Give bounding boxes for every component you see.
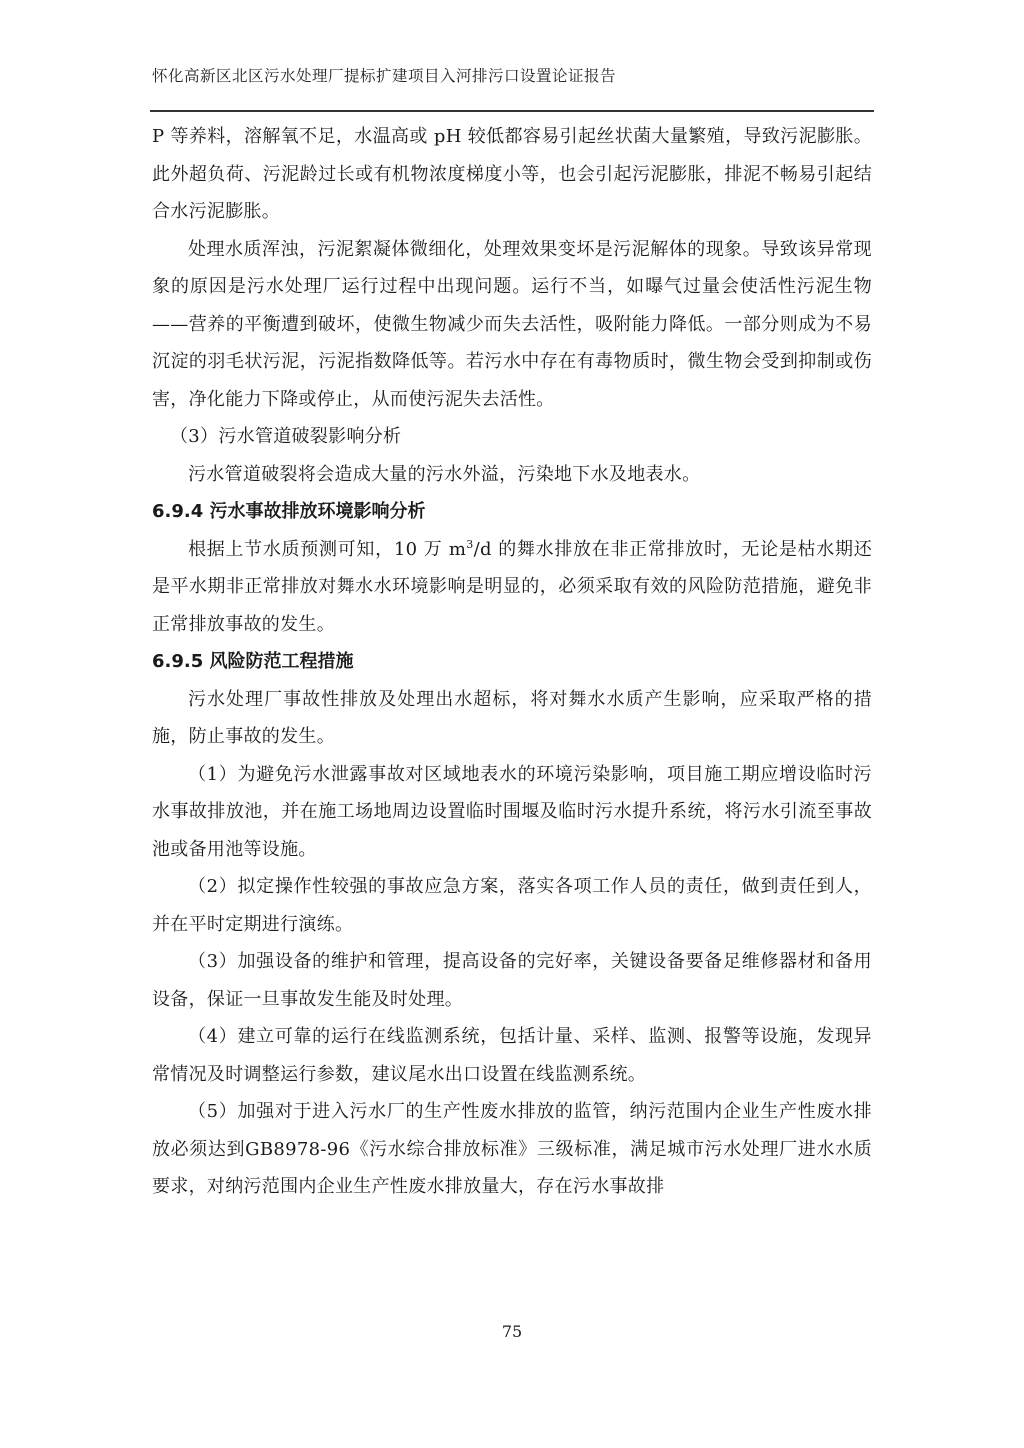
paragraph: 污水处理厂事故性排放及处理出水超标，将对舞水水质产生影响，应采取严格的措施，防止事故的发生。 <box>152 688 872 747</box>
paragraph: 处理水质浑浊，污泥絮凝体微细化，处理效果变坏是污泥解体的现象。导致该异常现象的原因是污水处理厂运行过程中出现问题。运行不当，如曝气过量会使活性污泥生物——营养的平衡遭到破坏，使微生物减少而失去活性，吸附能力降低。一部分则成为不易沉淀的羽毛状污泥，污泥指数降低等。若污水中存在有毒物质时，微生物会受到抑制或伤害，净化能力下降或停止，从而使污泥失去活性。 <box>152 238 872 410</box>
section-heading: 6.9.4 污水事故排放环境影响分析 <box>152 501 426 522</box>
page-header: 怀化高新区北区污水处理厂提标扩建项目入河排污口设置论证报告 <box>152 67 617 85</box>
list-item: （3）加强设备的维护和管理，提高设备的完好率，关键设备要备足维修器材和备用设备，保证一旦事故发生能及时处理。 <box>152 951 872 1010</box>
page-number: 75 <box>501 1322 523 1341</box>
subheading: （3）污水管道破裂影响分析 <box>170 426 402 447</box>
paragraph: 污水管道破裂将会造成大量的污水外溢，污染地下水及地表水。 <box>188 463 701 485</box>
page-body <box>152 118 872 1206</box>
header-rule <box>150 110 874 112</box>
section-heading: 6.9.5 风险防范工程措施 <box>152 651 354 672</box>
list-item: （2）拟定操作性较强的事故应急方案，落实各项工作人员的责任，做到责任到人，并在平时定期进行演练。 <box>152 876 872 935</box>
paragraph: P 等养料，溶解氧不足，水温高或 pH 较低都容易引起丝状菌大量繁殖，导致污泥膨胀。此外超负荷、污泥龄过长或有机物浓度梯度小等，也会引起污泥膨胀，排泥不畅易引起结合水污泥膨胀。 <box>152 126 872 222</box>
superscript: 3 <box>466 537 474 551</box>
list-item: （4）建立可靠的运行在线监测系统，包括计量、采样、监测、报警等设施，发现异常情况及时调整运行参数，建议尾水出口设置在线监测系统。 <box>152 1026 872 1085</box>
paragraph <box>152 531 872 644</box>
list-item: （5）加强对于进入污水厂的生产性废水排放的监管，纳污范围内企业生产性废水排放必须达到GB8978-96《污水综合排放标准》三级标准，满足城市污水处理厂进水水质要求，对纳污范围内企业生产性废水排放量大，存在污水事故排 <box>152 1101 872 1197</box>
list-item: （1）为避免污水泄露事故对区域地表水的环境污染影响，项目施工期应增设临时污水事故排放池，并在施工场地周边设置临时围堰及临时污水提升系统，将污水引流至事故池或备用池等设施。 <box>152 763 872 860</box>
paragraph-text: 根据上节水质预测可知，10 万 m <box>188 538 467 560</box>
paragraph-text: /d 的舞水排放在非正常排放时，无论是枯水期还是平水期非正常排放对舞水水环境影响是明显的，必须采取有效的风险防范措施，避免非正常排放事故的发生。 <box>152 538 872 635</box>
